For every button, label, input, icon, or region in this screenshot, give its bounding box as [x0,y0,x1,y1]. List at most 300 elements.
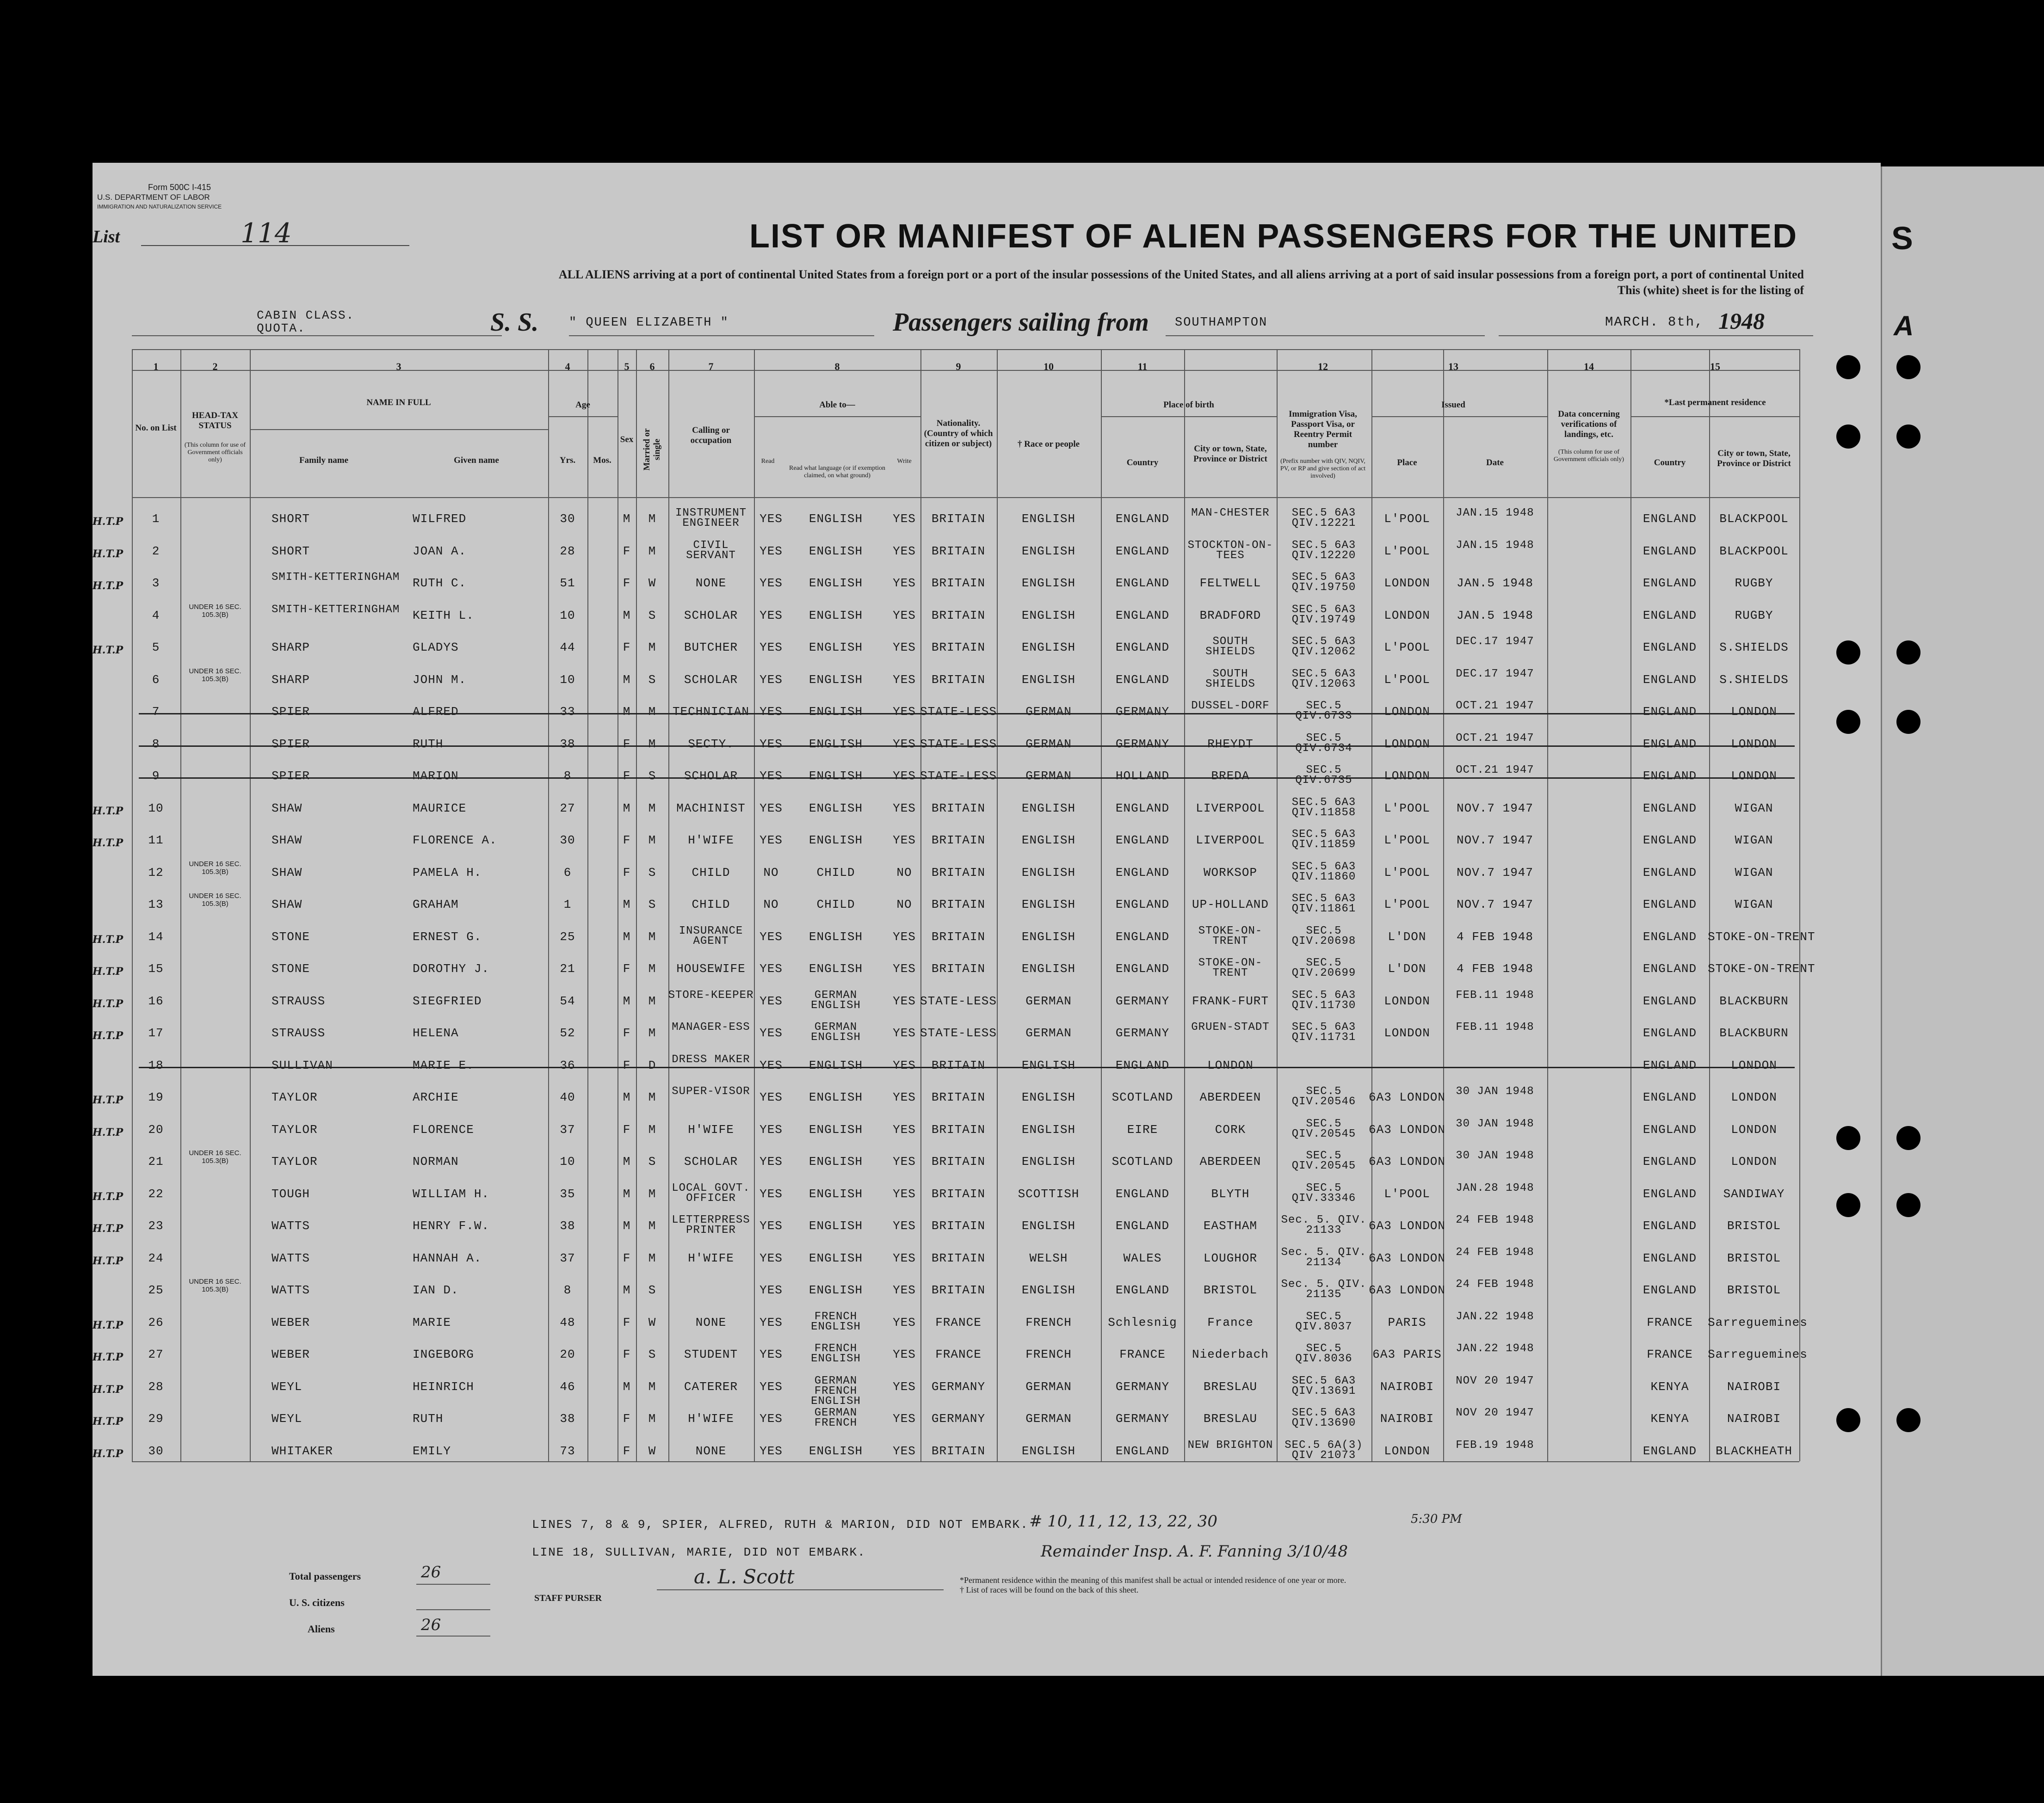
sex: M [623,994,631,1008]
row-number: 16 [148,994,164,1008]
rule [548,416,618,417]
rule [132,497,1799,498]
family-name: SMITH-KETTERINGHAM [272,571,400,584]
head-tax-paid: H.T.P [93,1255,124,1267]
rule [416,1584,490,1585]
issue-place: L'POOL [1384,833,1430,847]
aliens-label: Aliens [308,1623,335,1635]
race: GERMAN [1025,1412,1072,1426]
can-read: YES [760,1026,783,1040]
given-name: GRAHAM [413,898,459,911]
nationality: STATE-LESS [920,737,997,751]
birth-country: GERMANY [1115,1379,1170,1394]
column-header: NAME IN FULL [366,398,431,407]
nationality: BRITAIN [931,833,986,847]
marital-status: M [648,1187,656,1201]
sex: M [623,1187,631,1201]
can-write: YES [893,1155,916,1169]
column-number: 13 [1448,361,1458,372]
visa-number: SEC.5 6A3 QIV.12062 [1291,635,1356,658]
residence-city: WIGAN [1735,898,1773,911]
residence-city: S.SHIELDS [1719,672,1789,687]
rule [1166,335,1485,336]
column-number: 4 [565,361,570,372]
given-name: HANNAH A. [413,1251,482,1265]
nationality: STATE-LESS [920,769,997,783]
sex: M [623,1379,631,1394]
can-write: YES [893,576,916,590]
residence-country: ENGLAND [1643,544,1697,558]
family-name: STRAUSS [272,1026,326,1040]
column-rule [250,349,251,1461]
age-years: 38 [560,737,575,751]
row-number: 5 [152,640,160,654]
race: GERMAN [1025,769,1072,783]
race: ENGLISH [1021,1283,1076,1297]
age-years: 44 [560,640,575,654]
nationality: BRITAIN [931,672,986,687]
class-line: CABIN CLASS. [257,308,355,322]
can-read: YES [760,1219,783,1233]
read-language: CHILD [816,898,855,911]
issue-date: NOV.7 1947 [1456,833,1534,847]
issue-date: 24 FEB 1948 [1456,1278,1534,1291]
nationality: BRITAIN [931,1122,986,1137]
age-years: 30 [560,833,575,847]
sex: F [623,865,631,880]
residence-country: ENGLAND [1643,801,1697,815]
can-read: YES [760,801,783,815]
head-tax-paid: H.T.P [93,837,124,849]
can-read: YES [760,1283,783,1297]
read-language: ENGLISH [809,1155,863,1169]
issue-date: JAN.15 1948 [1456,507,1534,519]
birth-country: ENGLAND [1115,929,1170,944]
given-name: RUTH [413,1412,444,1426]
age-years: 20 [560,1348,575,1361]
can-read: YES [760,1122,783,1137]
head-tax-paid: H.T.P [93,1415,124,1428]
row-number: 1 [152,512,160,526]
birth-country: ENGLAND [1115,512,1170,526]
birth-city: WORKSOP [1203,865,1258,880]
punch-hole [1896,1408,1920,1432]
row-number: 24 [148,1251,164,1265]
issue-place: L'POOL [1384,898,1430,911]
can-write: NO [896,865,912,880]
birth-city: GRUEN-STADT [1191,1021,1270,1034]
column-header: HEAD-TAX STATUS [192,411,238,431]
race: FRENCH [1025,1348,1072,1361]
column-header: Able to— [819,400,855,410]
column-header: Nationality. (Country of which citizen or subject) [924,418,993,449]
visa-number: SEC.5 QIV.33346 [1291,1181,1356,1205]
under-16-exemption: UNDER 16 SEC. 105.3(B) [189,603,241,619]
birth-city: CORK [1215,1122,1246,1137]
issue-place: 6A3 LONDON [1368,1155,1446,1169]
head-tax-paid: H.T.P [93,1319,124,1331]
row-number: 11 [148,833,164,847]
residence-city: LONDON [1731,1090,1777,1104]
given-name: MAURICE [413,801,467,815]
sex: M [623,608,631,622]
column-header: Date [1486,458,1504,468]
birth-city: FELTWELL [1199,576,1261,590]
age-years: 6 [563,865,572,880]
occupation: H'WIFE [688,833,734,847]
age-years: 8 [563,769,572,783]
marital-status: S [648,672,656,687]
residence-country: ENGLAND [1643,929,1697,944]
family-name: SHAW [272,801,303,815]
head-tax-paid: H.T.P [93,997,124,1010]
race: ENGLISH [1021,865,1076,880]
family-name: STONE [272,962,310,976]
given-name: GLADYS [413,640,459,654]
read-language: ENGLISH [809,1251,863,1265]
can-read: YES [760,1444,783,1458]
occupation: SUPER-VISOR [672,1085,750,1098]
age-years: 30 [560,512,575,526]
row-number: 7 [152,705,160,719]
family-name: SHAW [272,865,303,880]
under-16-exemption: UNDER 16 SEC. 105.3(B) [189,892,241,908]
total-passengers-value: 26 [421,1563,441,1581]
residence-city: LONDON [1731,1155,1777,1169]
issue-place: NAIROBI [1380,1412,1434,1426]
under-16-exemption: UNDER 16 SEC. 105.3(B) [189,860,241,876]
residence-city: WIGAN [1735,865,1773,880]
head-tax-paid: H.T.P [93,1030,124,1042]
age-years: 33 [560,705,575,719]
residence-city: RUGBY [1735,576,1773,590]
can-write: YES [893,737,916,751]
marital-status: S [648,898,656,911]
sex: F [623,1058,631,1072]
family-name: TAYLOR [272,1155,318,1169]
can-write: YES [893,1058,916,1072]
can-read: YES [760,608,783,622]
read-language: ENGLISH [809,608,863,622]
can-write: NO [896,898,912,911]
given-name: RUTH [413,737,444,751]
purser-signature: a. L. Scott [694,1565,795,1588]
class-stamp [257,309,354,335]
rule [1371,416,1547,417]
occupation: SCHOLAR [684,672,738,687]
sex: M [623,1090,631,1104]
issue-place: L'POOL [1384,865,1430,880]
occupation: STUDENT [684,1348,738,1361]
column-header: Calling or occupation [690,425,732,445]
residence-city: BRISTOL [1727,1283,1781,1297]
birth-country: ENGLAND [1115,672,1170,687]
marital-status: M [648,512,656,526]
issue-place: L'POOL [1384,640,1430,654]
occupation: DRESS MAKER [672,1053,750,1066]
can-read: YES [760,672,783,687]
issue-place: NAIROBI [1380,1379,1434,1394]
birth-country: ENGLAND [1115,1283,1170,1297]
given-name: MARIE E. [413,1058,474,1072]
marital-status: M [648,833,656,847]
rule [416,1609,490,1610]
row-number: 15 [148,962,164,976]
family-name: WATTS [272,1283,310,1297]
nationality: BRITAIN [931,640,986,654]
read-language: ENGLISH [809,672,863,687]
permanent-residence-note: *Permanent residence within the meaning of this manifest shall be actual or intended residence of one year or more. [960,1575,1346,1585]
visa-number: SEC.5 6A3 QIV.11860 [1291,860,1356,883]
marital-status: M [648,1090,656,1104]
issue-place: L'POOL [1384,672,1430,687]
race: ENGLISH [1021,1122,1076,1137]
column-number: 6 [649,361,655,372]
residence-city: BLACKPOOL [1719,544,1789,558]
rule [132,1461,1799,1462]
residence-city: LONDON [1731,1122,1777,1137]
family-name: SHORT [272,544,310,558]
column-header: (Prefix number with QIV, NQIV, PV, or RP and give section of act involved) [1280,458,1366,480]
birth-city: NEW BRIGHTON [1187,1439,1273,1452]
handwritten-time: 5:30 PM [1411,1512,1462,1526]
row-number: 28 [148,1379,164,1394]
residence-city: BLACKPOOL [1719,512,1789,526]
given-name: ALFRED [413,705,459,719]
column-header: Country [1126,458,1159,468]
visa-number: SEC.5 6A3 QIV.11859 [1291,828,1356,851]
punch-hole [1836,1408,1860,1432]
read-language: ENGLISH [809,512,863,526]
can-write: YES [893,833,916,847]
next-sheet-edge [1881,166,2044,1676]
issue-place: LONDON [1384,1444,1430,1458]
given-name: HELENA [413,1026,459,1040]
column-header: Sex [620,435,634,444]
residence-country: FRANCE [1647,1315,1693,1329]
race-list-note: † List of races will be found on the back of this sheet. [960,1585,1139,1594]
column-number: 5 [624,361,630,372]
age-years: 10 [560,672,575,687]
can-write: YES [893,672,916,687]
age-years: 36 [560,1058,575,1072]
visa-number: SEC.5 QIV.20546 [1291,1085,1356,1108]
can-write: YES [893,769,916,783]
family-name: WEBER [272,1348,310,1361]
age-years: 8 [563,1283,572,1297]
birth-country: Schlesnig [1108,1315,1177,1329]
family-name: SHARP [272,672,310,687]
nationality: BRITAIN [931,1219,986,1233]
visa-number: SEC.5 6A3 QIV.12220 [1291,539,1356,562]
column-header: Issued [1441,400,1465,410]
given-name: NORMAN [413,1155,459,1169]
family-name: STONE [272,929,310,944]
family-name: TAYLOR [272,1090,318,1104]
residence-city: BLACKBURN [1719,1026,1789,1040]
occupation: SCHOLAR [684,608,738,622]
row-number: 22 [148,1187,164,1201]
marital-status: M [648,1122,656,1137]
issue-place: 6A3 LONDON [1368,1219,1446,1233]
issue-date: DEC.17 1947 [1456,635,1534,648]
rule [132,335,502,336]
visa-number: SEC.5 6A3 QIV.13691 [1291,1374,1356,1397]
handwritten-remainder: Remainder Insp. A. F. Fanning 3/10/48 [1041,1542,1348,1561]
head-tax-paid: H.T.P [93,966,124,978]
residence-city: BLACKHEATH [1715,1444,1793,1458]
read-language: ENGLISH [809,640,863,654]
under-16-exemption: UNDER 16 SEC. 105.3(B) [189,1149,241,1165]
issue-date: NOV 20 1947 [1456,1407,1534,1419]
marital-status: S [648,865,656,880]
given-name: JOHN M. [413,672,467,687]
read-language: ENGLISH [809,1283,863,1297]
read-language: ENGLISH [809,833,863,847]
residence-country: ENGLAND [1643,512,1697,526]
marital-status: M [648,640,656,654]
column-number: 11 [1137,361,1148,372]
family-name: SPIER [272,705,310,719]
rule [1101,416,1277,417]
column-header: (This column for use of Government officials only) [184,442,246,463]
sex: M [623,672,631,687]
birth-country: ENGLAND [1115,962,1170,976]
total-passengers-label: Total passengers [289,1570,361,1582]
nationality: BRITAIN [931,1155,986,1169]
nationality: STATE-LESS [920,1026,997,1040]
rule [657,1589,944,1590]
race: ENGLISH [1021,929,1076,944]
visa-number: SEC.5 6A(3) QIV 21073 [1284,1439,1363,1462]
race: GERMAN [1025,1379,1072,1394]
occupation: CHILD [692,865,730,880]
race: ENGLISH [1021,544,1076,558]
given-name: MARION [413,769,459,783]
column-number: 8 [834,361,840,372]
given-name: JOAN A. [413,544,467,558]
family-name: SHAW [272,898,303,911]
issue-date: NOV.7 1947 [1456,865,1534,880]
head-tax-paid: H.T.P [93,644,124,656]
residence-country: ENGLAND [1643,1251,1697,1265]
marital-status: W [648,1315,656,1329]
residence-city: WIGAN [1735,833,1773,847]
row-number: 23 [148,1219,164,1233]
read-language: ENGLISH [809,769,863,783]
given-name: INGEBORG [413,1348,474,1361]
sex: F [623,1251,631,1265]
residence-city: BRISTOL [1727,1251,1781,1265]
residence-city: WIGAN [1735,801,1773,815]
birth-city: LIVERPOOL [1196,833,1265,847]
sex: M [623,898,631,911]
column-header: Age [575,400,590,410]
marital-status: M [648,1219,656,1233]
can-read: YES [760,833,783,847]
birth-city: ABERDEEN [1199,1090,1261,1104]
residence-city: LONDON [1731,769,1777,783]
nationality: BRITAIN [931,544,986,558]
marital-status: M [648,962,656,976]
quota-line: QUOTA. [257,321,306,335]
read-language: GERMAN ENGLISH [811,989,861,1012]
sailing-label: Passengers sailing from [893,308,1149,337]
birth-country: ENGLAND [1115,1187,1170,1201]
visa-number: SEC.5 6A3 QIV.12221 [1291,507,1356,529]
punch-hole [1836,425,1860,449]
column-header: Married or single [642,428,662,471]
sex: F [623,962,631,976]
nationality: BRITAIN [931,1058,986,1072]
column-number: 7 [708,361,714,372]
birth-country: WALES [1123,1251,1162,1265]
sex: M [623,512,631,526]
sex: F [623,769,631,783]
strike-through-line [139,777,1795,779]
can-write: YES [893,512,916,526]
can-read: NO [763,898,779,911]
row-number: 10 [148,801,164,815]
birth-city: SOUTH SHIELDS [1205,635,1255,658]
age-years: 52 [560,1026,575,1040]
read-language: CHILD [816,865,855,880]
residence-city: Sarreguemines [1708,1315,1808,1329]
given-name: FLORENCE A. [413,833,497,847]
nationality: FRANCE [935,1348,982,1361]
visa-number: SEC.5 6A3 QIV.11731 [1291,1021,1356,1044]
can-write: YES [893,1444,916,1458]
issue-date: 24 FEB 1948 [1456,1214,1534,1226]
nationality: STATE-LESS [920,705,997,719]
residence-country: KENYA [1650,1379,1689,1394]
issue-place: PARIS [1388,1315,1426,1329]
rule [754,416,920,417]
birth-city: BRESLAU [1203,1379,1258,1394]
residence-country: ENGLAND [1643,1283,1697,1297]
can-read: YES [760,1315,783,1329]
issue-date: JAN.5 1948 [1456,576,1534,590]
sex: F [623,576,631,590]
sex: F [623,737,631,751]
can-read: YES [760,1412,783,1426]
can-read: YES [760,1379,783,1394]
family-name: WHITAKER [272,1444,333,1458]
race: ENGLISH [1021,512,1076,526]
nationality: GERMANY [931,1412,986,1426]
given-name: MARIE [413,1315,451,1329]
race: ENGLISH [1021,608,1076,622]
column-header: Data concerning verifications of landings, etc. [1558,409,1620,439]
family-name: WATTS [272,1219,310,1233]
punch-hole [1896,1193,1920,1217]
residence-city: RUGBY [1735,608,1773,622]
visa-number: SEC.5 QIV.6733 [1295,700,1352,722]
sailing-date: MARCH. 8th, [1605,314,1704,330]
visa-number: SEC.5 QIV.20698 [1291,924,1356,948]
family-name: WEYL [272,1379,303,1394]
birth-city: DUSSEL-DORF [1191,700,1270,712]
nationality: BRITAIN [931,801,986,815]
issue-place: LONDON [1384,705,1430,719]
sex: F [623,1412,631,1426]
sex: M [623,1219,631,1233]
can-read: YES [760,544,783,558]
column-header: *Last permanent residence [1664,398,1766,407]
race: ENGLISH [1021,672,1076,687]
row-number: 29 [148,1412,164,1426]
family-name: SMITH-KETTERINGHAM [272,603,400,616]
